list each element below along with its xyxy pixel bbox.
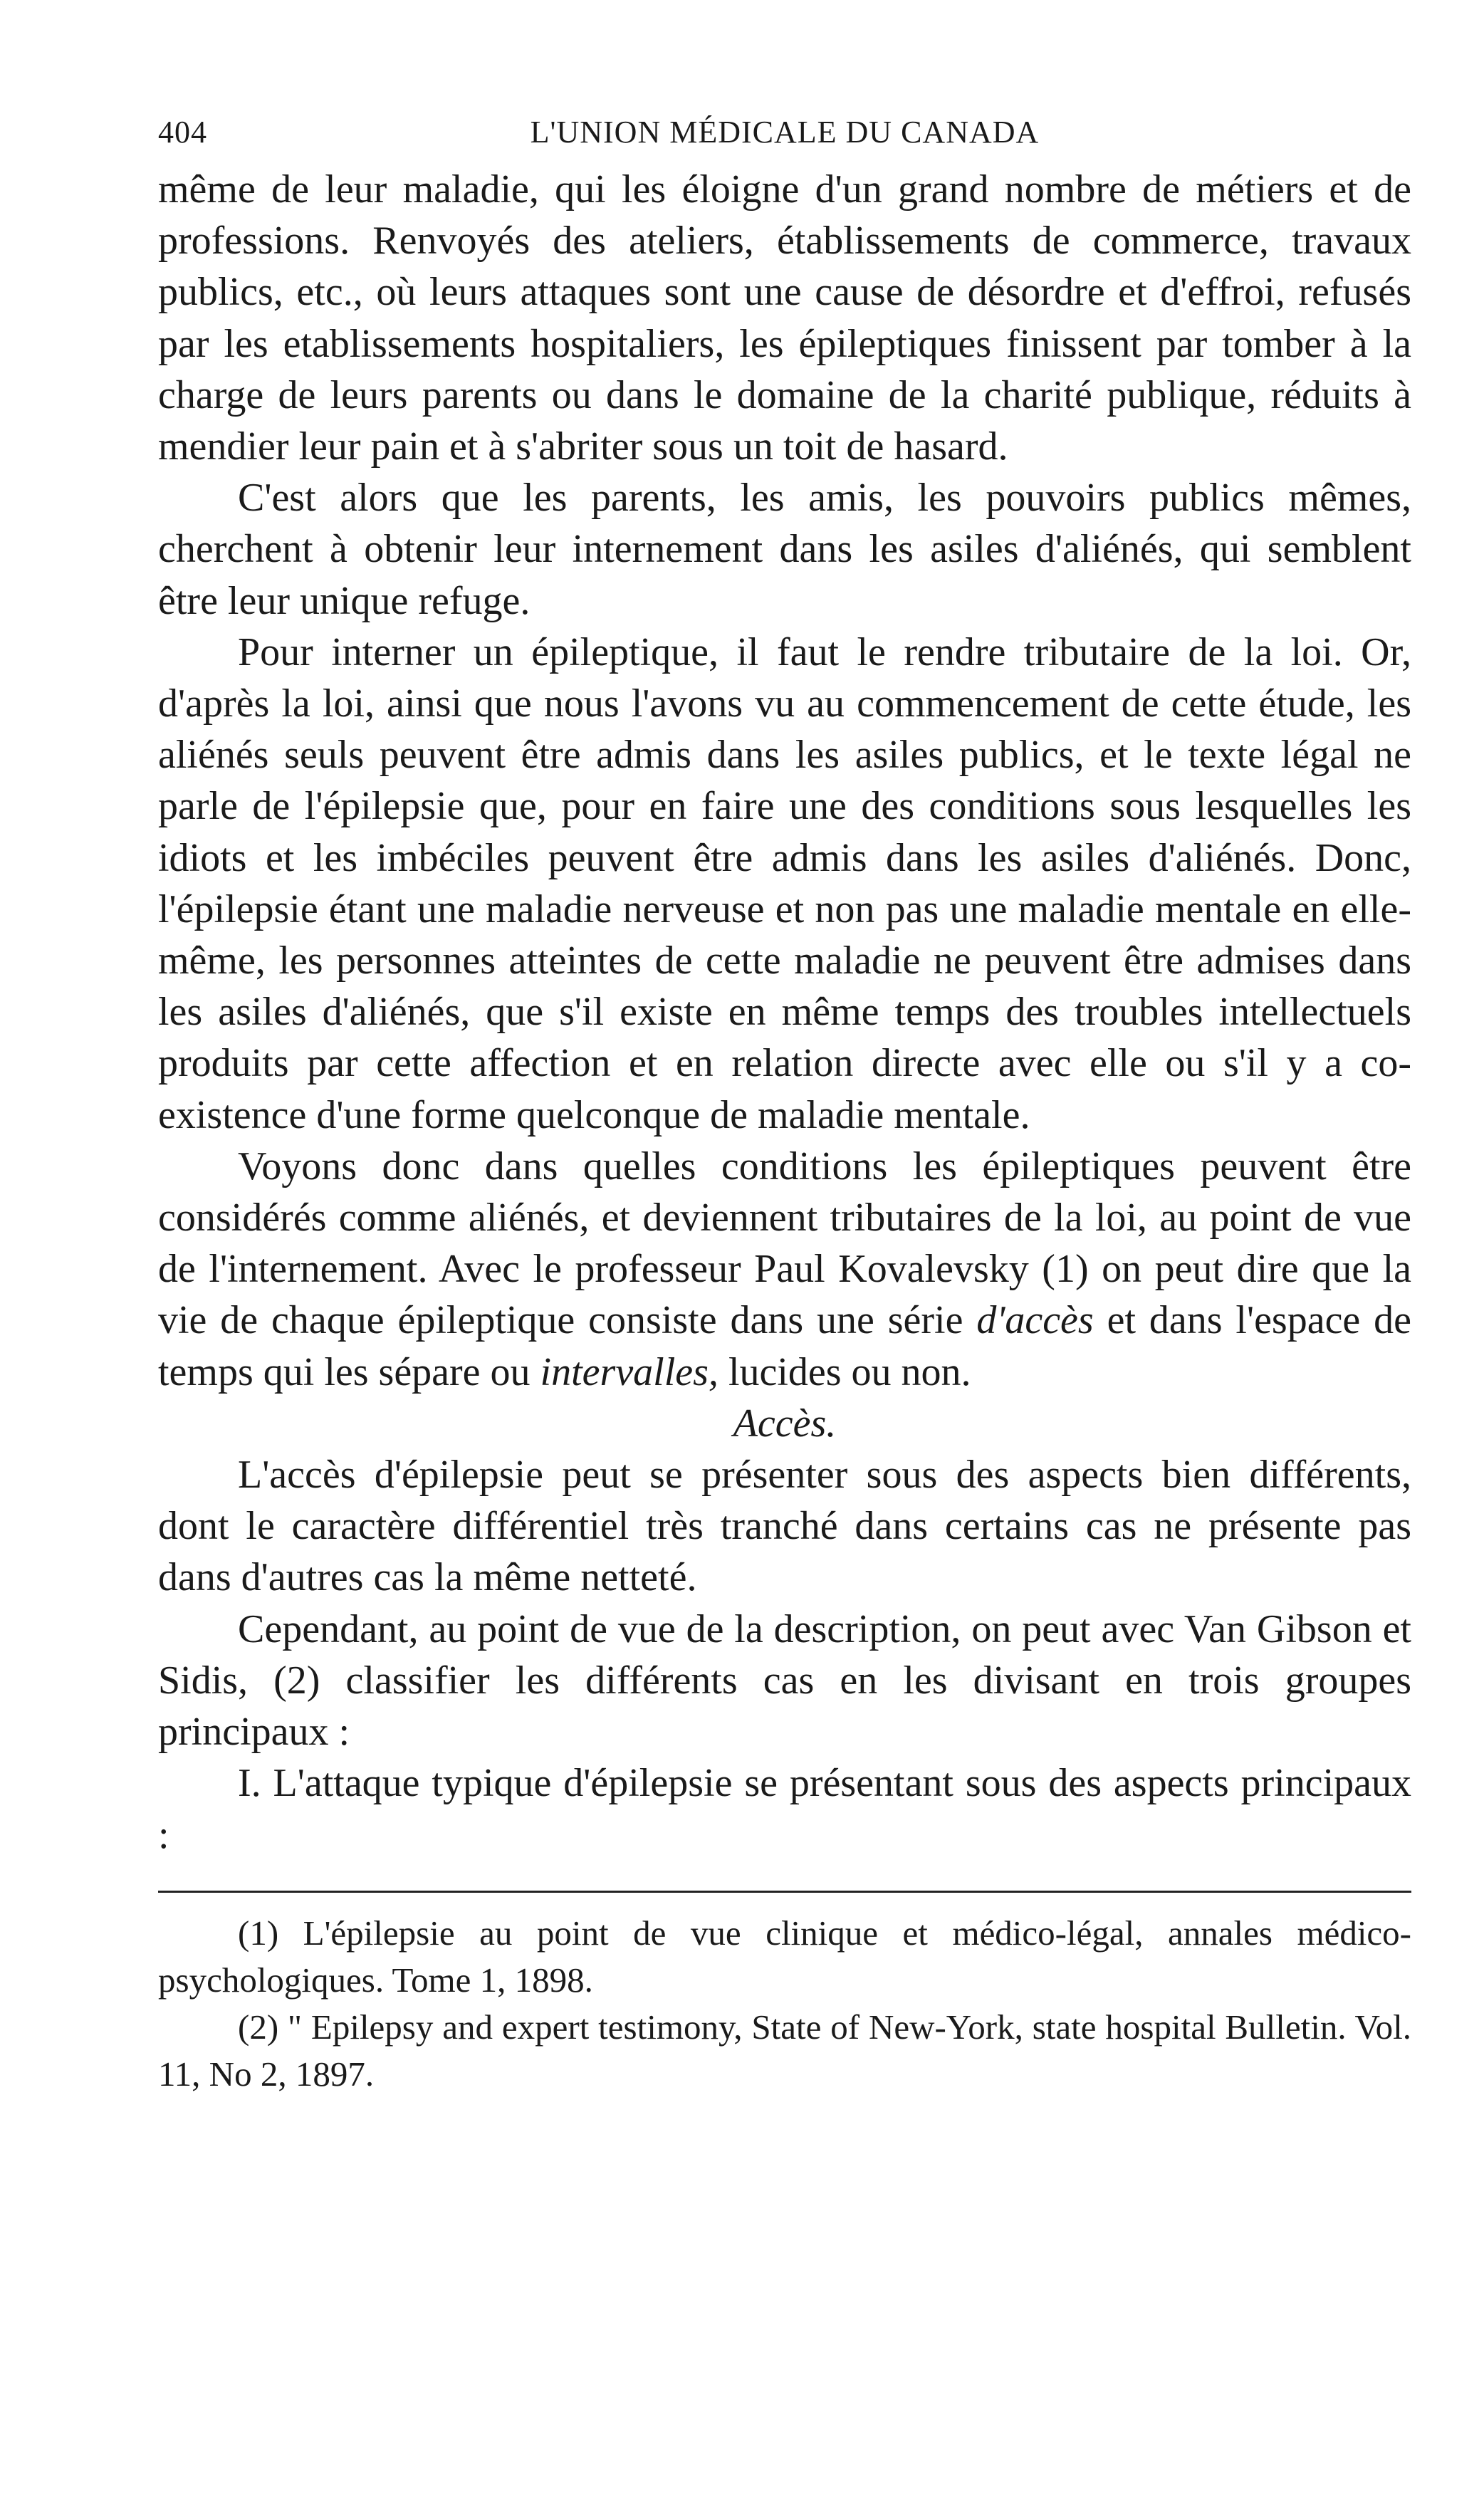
section-paragraph-1: L'accès d'épilepsie peut se présenter sous des aspects bien différents, dont le caractère différentiel très tranché dans certains cas ne présente pas dans d'autres cas la même netteté.: [158, 1453, 1411, 1600]
page-number: 404: [158, 115, 207, 150]
footnotes: [158, 1910, 1411, 2098]
section-paragraph-2: Cependant, au point de vue de la description, on peut avec Van Gibson et Sidis, (2) classifier les différents cas en les divisant en trois groupes principaux :: [158, 1606, 1411, 1755]
page: [158, 100, 1411, 2098]
paragraph-4-part-1: Voyons donc dans quelles conditions les épileptiques peuvent être considérés comme aliénés, et deviennent tributaires de la loi, au point de vue de l'internement. Avec le professeur Paul Kovalevsky (1) on peut dire que la vie de chaque épileptique consiste dans une série: [158, 1144, 1411, 1343]
paragraph-3: Pour interner un épileptique, il faut le rendre tributaire de la loi. Or, d'après la loi, ainsi que nous l'avons vu au commencement de cette étude, les aliénés seuls peuvent être admis dans les asiles publics, et le texte légal ne parle de l'épilepsie que, pour en faire une des conditions sous lesquelles les idiots et les imbéciles peuvent être admis dans les asiles d'aliénés. Donc, l'épilepsie étant une maladie nerveuse et non pas une maladie mentale en elle-même, les personnes atteintes de cette maladie ne peuvent être admises dans les asiles d'aliénés, que s'il existe en même temps des troubles intellectuels produits par cette affection et en relation directe avec elle ou s'il y a co-existence d'une forme quelconque de maladie mentale.: [158, 629, 1411, 1137]
paragraph-4: [158, 1141, 1411, 1398]
term-acces: d'accès: [976, 1298, 1094, 1343]
paragraph-2: C'est alors que les parents, les amis, les pouvoirs publics mêmes, cherchent à obtenir leur internement dans les asiles d'aliénés, qui semblent être leur unique refuge.: [158, 476, 1411, 623]
body-text: [158, 164, 1411, 1861]
section-title: Accès.: [733, 1401, 837, 1446]
term-intervalles: intervalles,: [540, 1349, 719, 1394]
footnote-2: (2) " Epilepsy and expert testimony, State of New-York, state hospital Bulletin. Vol. 11, No 2, 1897.: [158, 2007, 1411, 2094]
paragraph-1: même de leur maladie, qui les éloigne d'un grand nombre de métiers et de professions. Renvoyés des ateliers, établissements de commerce, travaux publics, etc., où leurs attaques sont une cause de désordre et d'effroi, refusés par les etablissements hospitaliers, les épileptiques finissent par tomber à la charge de leurs parents ou dans le domaine de la charité publique, réduits à mendier leur pain et à s'abriter sous un toit de hasard.: [158, 167, 1411, 469]
paragraph-4-part-3: lucides ou non.: [728, 1349, 971, 1394]
paragraph-4-part-2: et dans l'espace de temps qui les sépare ou: [158, 1298, 1412, 1394]
footnote-1: (1) L'épilepsie au point de vue clinique et médico-légal, annales médico-psychologiques. Tome 1, 1898.: [158, 1913, 1411, 2000]
journal-title: L'UNION MÉDICALE DU CANADA: [530, 115, 1040, 150]
section-paragraph-3: I. L'attaque typique d'épilepsie se présentant sous des aspects principaux :: [158, 1761, 1411, 1857]
running-header: [158, 100, 1411, 164]
footnote-divider: [158, 1891, 1411, 1893]
